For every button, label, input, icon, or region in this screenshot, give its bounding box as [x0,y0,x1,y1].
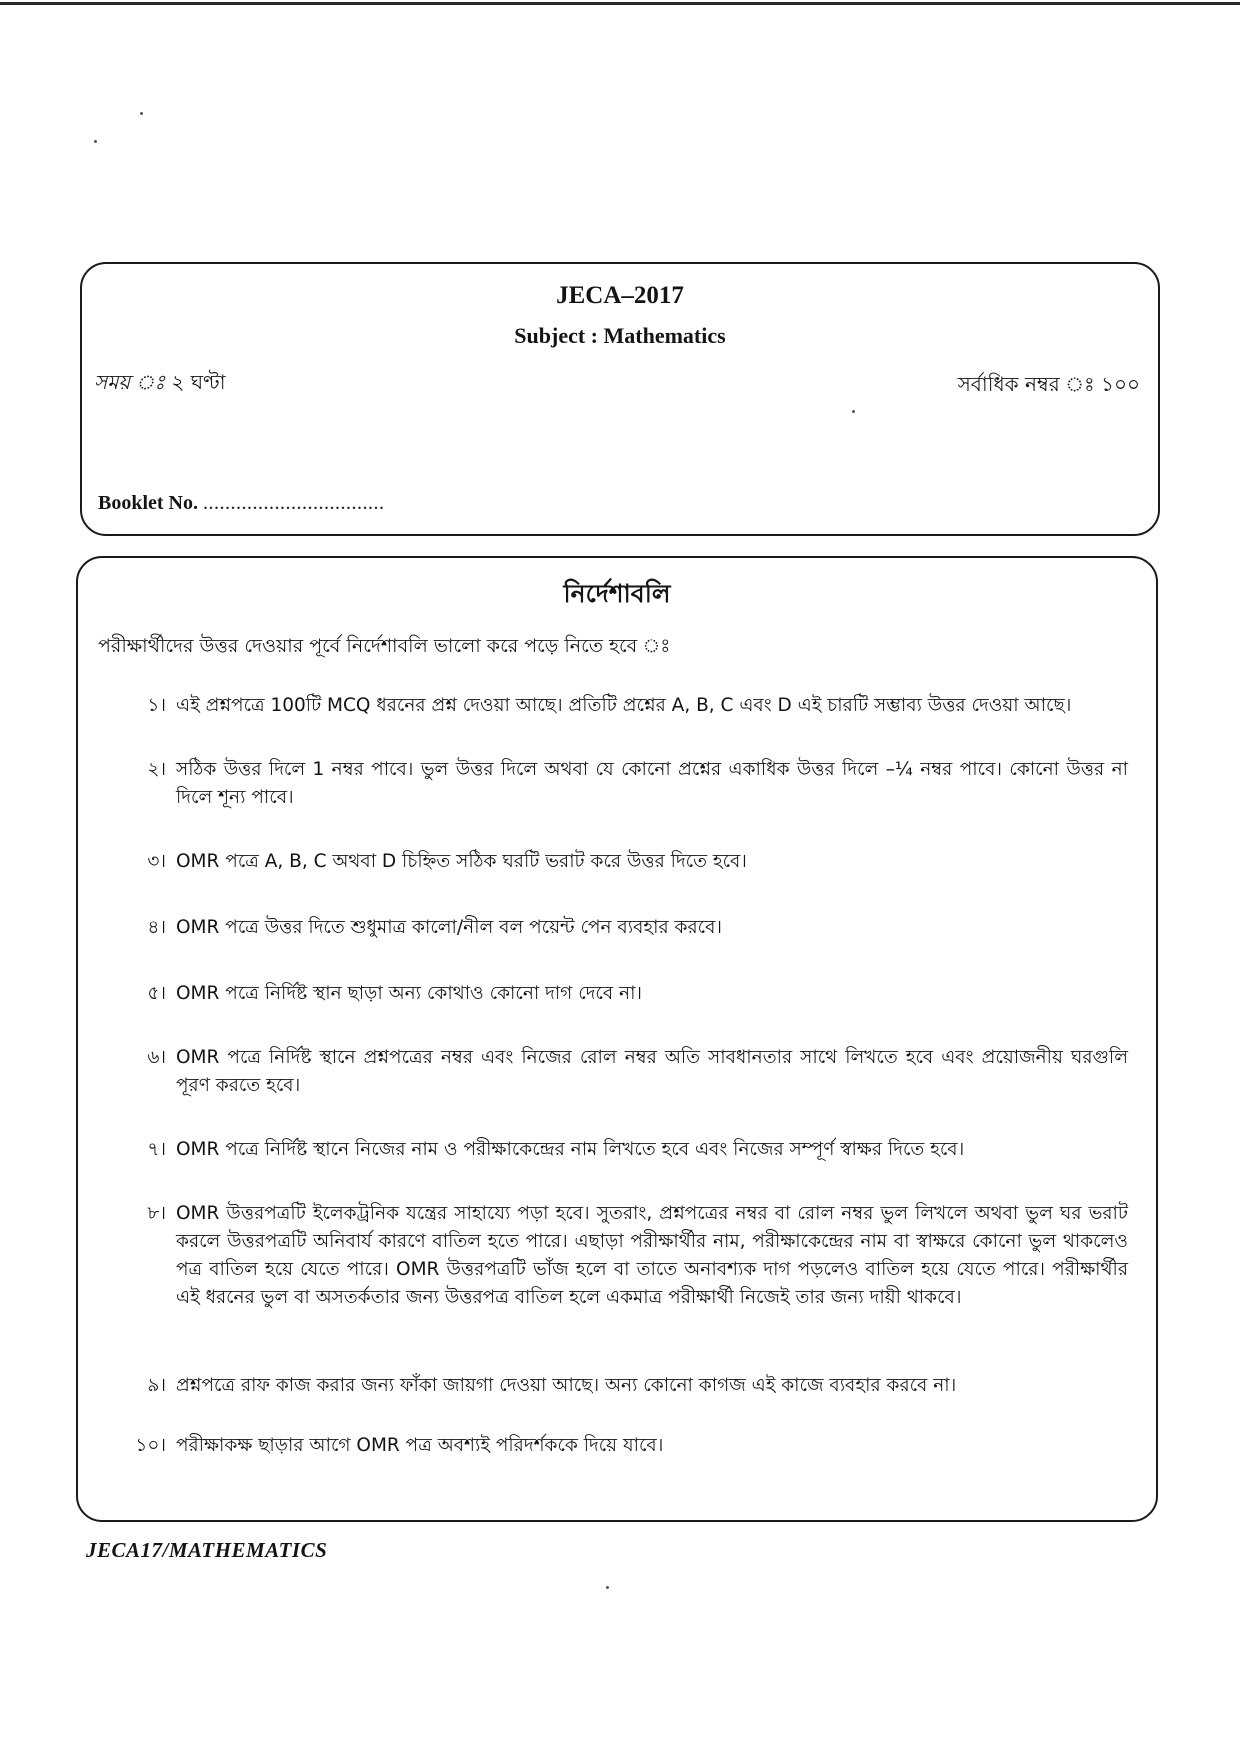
instruction-item [118,980,1128,1008]
instructions-box [76,556,1158,1522]
scan-speck [94,140,97,143]
footer-code: JECA17/MATHEMATICS [86,1538,328,1562]
booklet-blank: ................................. [203,492,385,514]
instruction-number: ১০। [135,1435,166,1456]
instruction-text: সঠিক উত্তর দিলে 1 নম্বর পাবে। ভুল উত্তর দিলে অথবা যে কোনো প্রশ্নের একাধিক উত্তর দিলে –¼ নম্বর পাবে। কোনো উত্তর না দিলে শূন্য পাবে। [176,759,1128,808]
instruction-number: ৬। [147,1047,166,1068]
instruction-item [118,1200,1128,1312]
booklet-label: Booklet No. [98,492,198,514]
instruction-text: OMR পত্রে A, B, C অথবা D চিহ্নিত সঠিক ঘরটি ভরাট করে উত্তর দিতে হবে। [176,851,747,872]
instruction-number: ৫। [147,983,166,1004]
instruction-number: ৮। [147,1203,166,1224]
time-value: ২ ঘণ্টা [171,370,226,394]
instruction-text: প্রশ্নপত্রে রাফ কাজ করার জন্য ফাঁকা জায়গা দেওয়া আছে। অন্য কোনো কাগজ এই কাজে ব্যবহার করবে না। [176,1375,957,1396]
instruction-item [118,914,1128,942]
exam-subject: Subject : Mathematics [514,323,726,348]
instruction-text: OMR পত্রে উত্তর দিতে শুধুমাত্র কালো/নীল বল পয়েন্ট পেন ব্যবহার করবে। [176,917,722,938]
booklet-number [98,492,385,515]
instruction-text: OMR পত্রে নির্দিষ্ট স্থান ছাড়া অন্য কোথাও কোনো দাগ দেবে না। [176,983,643,1004]
exam-title: JECA–2017 [556,282,684,309]
max-marks: সর্বাধিক নম্বর ঃ ১০০ [957,372,1140,396]
instruction-text: এই প্রশ্নপত্রে 100টি MCQ ধরনের প্রশ্ন দেওয়া আছে। প্রতিটি প্রশ্নের A, B, C এবং D এই চারটি সম্ভাব্য উত্তর দেওয়া আছে। [176,695,1072,716]
instruction-text: OMR পত্রে নির্দিষ্ট স্থানে নিজের নাম ও পরীক্ষাকেন্দ্রের নাম লিখতে হবে এবং নিজের সম্পূর্ণ স্বাক্ষর দিতে হবে। [176,1139,965,1160]
instruction-number: ২। [147,759,166,780]
exam-header-box [80,262,1160,536]
instruction-text: পরীক্ষাকক্ষ ছাড়ার আগে OMR পত্র অবশ্যই পরিদর্শককে দিয়ে যাবে। [176,1435,664,1456]
instruction-number: ১। [147,695,166,716]
instruction-item [118,1372,1128,1400]
instructions-intro: পরীক্ষার্থীদের উত্তর দেওয়ার পূর্বে নির্দেশাবলি ভালো করে পড়ে নিতে হবে ঃ [98,635,671,657]
instruction-item [118,692,1128,720]
instruction-item [118,848,1128,876]
instruction-number: ৩। [147,851,166,872]
instruction-item [118,1044,1128,1100]
scan-edge-line [0,2,1240,5]
instructions-title: নির্দেশাবলি [563,579,671,608]
time-label: সময় ঃ [94,370,166,394]
instruction-item [118,1432,1128,1460]
instruction-item [118,1136,1128,1164]
instruction-number: ৯। [147,1375,166,1396]
instruction-text: OMR পত্রে নির্দিষ্ট স্থানে প্রশ্নপত্রের নম্বর এবং নিজের রোল নম্বর অতি সাবধানতার সাথে লিখতে হবে এবং প্রয়োজনীয় ঘরগুলি পূরণ করতে হবে। [176,1047,1128,1096]
exam-time [94,368,226,401]
scan-speck [606,1586,609,1589]
scan-speck [140,112,143,115]
instruction-number: ৪। [147,917,166,938]
instruction-number: ৭। [147,1139,166,1160]
instruction-text: OMR উত্তরপত্রটি ইলেকট্রনিক যন্ত্রের সাহায্যে পড়া হবে। সুতরাং, প্রশ্নপত্রের নম্বর বা রোল নম্বর ভুল লিখলে অথবা ভুল ঘর ভরাট করলে উত্তরপত্রটি অনিবার্য কারণে বাতিল হতে পারে। এছাড়া পরীক্ষার্থীর নাম, পরীক্ষাকেন্দ্রের নাম বা স্বাক্ষরে কোনো ভুল থাকলেও পত্র বাতিল হয়ে যেতে পারে। OMR উত্তরপত্রটি ভাঁজ হলে বা তাতে অনাবশ্যক দাগ পড়লেও বাতিল হয়ে যেতে পারে। পরীক্ষার্থীর এই ধরনের ভুল বা অসতর্কতার জন্য উত্তরপত্র বাতিল হলে একমাত্র পরীক্ষার্থী নিজেই তার জন্য দায়ী থাকবে। [176,1203,1128,1308]
instruction-item [118,756,1128,812]
